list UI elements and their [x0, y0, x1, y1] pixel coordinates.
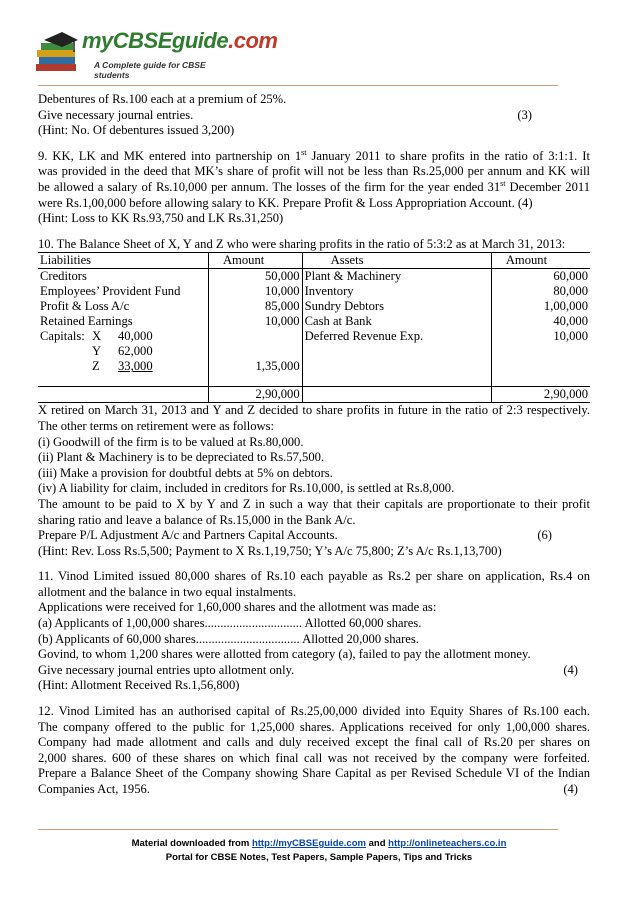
- question-9: [38, 149, 590, 227]
- q10-item-2: (ii) Plant & Machinery is to be depreciated to Rs.57,500.: [38, 450, 325, 465]
- page-footer: Material downloaded from http://myCBSEguide.com and http://onlineteachers.co.in Portal for CBSE Notes, Test Papers, Sample Papers, Tips and Tricks: [0, 837, 638, 865]
- header-rule: [38, 85, 558, 86]
- q10-item-1: (i) Goodwill of the firm is to be valued at Rs.80,000.: [38, 434, 304, 449]
- q8-line-1: Debentures of Rs.100 each at a premium of 25%.: [38, 92, 287, 106]
- q10-mark: (6): [537, 528, 552, 543]
- q9-line-2: was provided in the deed that MK’s share of profit will not be less than Rs.25,000 per annum and KK will: [38, 164, 590, 179]
- q11-mark: (4): [563, 662, 578, 677]
- q11-hint: (Hint: Allotment Received Rs.1,56,800): [38, 678, 240, 693]
- balance-sheet-table: [38, 252, 590, 403]
- q12-mark: (4): [563, 782, 578, 796]
- q10-line-1: X retired on March 31, 2013 and Y and Z decided to share profits in future in the ratio of 2:3 respectively.: [38, 403, 590, 418]
- q10-line-5: Prepare P/L Adjustment A/c and Partners Capital Accounts. (6): [38, 528, 552, 543]
- footer-line-2: Portal for CBSE Notes, Test Papers, Sample Papers, Tips and Tricks: [165, 852, 473, 863]
- q10-hint: (Hint: Rev. Loss Rs.5,500; Payment to X Rs.1,19,750; Y’s A/c 75,800; Z’s A/c Rs.1,13,700): [38, 543, 502, 558]
- q9-line-3: be allowed a salary of Rs.10,000 per annum. The losses of the firm for the year ended 31st December 2011: [38, 178, 590, 194]
- q12-line-1: 12. Vinod Limited has an authorised capital of Rs.25,00,000 divided into Equity Shares of Rs.100 each.: [38, 704, 590, 719]
- q8-line-2: Give necessary journal entries. (3): [38, 107, 532, 122]
- col-header-assets: Assets: [302, 253, 491, 269]
- q11-line-7: Give necessary journal entries upto allotment only. (4): [38, 662, 578, 677]
- table-row: Retained Earnings 10,000 Cash at Bank 40,000: [40, 314, 588, 329]
- col-header-liabilities: Liabilities: [38, 253, 208, 269]
- table-row: Employees’ Provident Fund 10,000 Inventory 80,000: [40, 284, 588, 299]
- question-8-tail: [38, 92, 590, 139]
- q10-line-3: The amount to be paid to X by Y and Z in such a way that their capitals are proportionate to their profit: [38, 496, 590, 511]
- q11-line-5: (b) Applicants of 60,000 shares................................. Allotted 20,000 shares.: [38, 631, 419, 646]
- question-11: [38, 569, 590, 694]
- q11-line-6: Govind, to whom 1,200 shares were allotted from category (a), failed to pay the allotment money.: [38, 647, 531, 662]
- q9-line-1: 9. KK, LK and MK entered into partnership on 1st January 2011 to share profits in the ratio of 3:1:1. It: [38, 147, 591, 163]
- q10-intro: 10. The Balance Sheet of X, Y and Z who were sharing profits in the ratio of 5:3:2 as at March 31, 2013:: [38, 236, 566, 251]
- q9-hint: (Hint: Loss to KK Rs.93,750 and LK Rs.31,250): [38, 211, 284, 226]
- q11-line-2: allotment and the balance in two equal instalments.: [38, 584, 297, 599]
- q10-item-3: (iii) Make a provision for doubtful debts at 5% on debtors.: [38, 465, 333, 480]
- table-header-row: [38, 253, 590, 269]
- q12-line-3: Company had made allotment and calls and duly received except the final call of Rs.20 per shares on: [38, 735, 590, 750]
- logo-title: myCBSEguide.com: [82, 28, 278, 53]
- document-body: [38, 92, 590, 798]
- footer-link-onlineteachers[interactable]: http://onlineteachers.co.in: [388, 838, 507, 849]
- q11-line-3: Applications were received for 1,60,000 shares and the allotment was made as:: [38, 600, 437, 615]
- q12-line-6: Companies Act, 1956. (4): [38, 782, 578, 796]
- table-row: Creditors 50,000 Plant & Machinery 60,000: [40, 269, 588, 284]
- logo-tagline: A Complete guide for CBSE students: [94, 60, 206, 80]
- col-header-amount-2: Amount: [491, 253, 590, 269]
- table-row: Profit & Loss A/c 85,000 Sundry Debtors 1,00,000: [40, 299, 588, 314]
- q9-line-4: were Rs.1,00,000 before allowing salary to KK. Prepare Profit & Loss Appropriation Account. (4): [38, 195, 533, 210]
- q10-line-2: The other terms on retirement were as follows:: [38, 418, 275, 433]
- q11-line-4: (a) Applicants of 1,00,000 shares............................... Allotted 60,000 shares.: [38, 616, 422, 631]
- books-icon: [34, 30, 80, 76]
- site-logo[interactable]: [34, 24, 278, 82]
- q10-item-4: (iv) A liability for claim, included in creditors for Rs.10,000, is settled at Rs.8,000.: [38, 481, 455, 496]
- table-total-row: 2,90,000 2,90,000: [38, 387, 590, 403]
- q12-line-2: The company offered to the public for 1,25,000 shares. Applications received for only 1,00,000 shares.: [38, 719, 590, 734]
- q10-line-4: sharing ratio and leave a balance of Rs.15,000 in the Bank A/c.: [38, 512, 356, 527]
- q11-line-1: 11. Vinod Limited issued 80,000 shares of Rs.10 each payable as Rs.2 per share on application, Rs.4 on: [38, 569, 590, 584]
- capitals-row: Capitals: X 40,000 Y 62,000 Z 33,000 1,35,000 Deferred Revenue Exp. 10,000: [38, 329, 590, 387]
- q8-hint: (Hint: No. Of debentures issued 3,200): [38, 123, 235, 138]
- footer-rule: [38, 829, 558, 830]
- q12-line-5: Prepare a Balance Sheet of the Company showing Share Capital as per Revised Schedule VI of the Indian: [38, 766, 590, 781]
- question-10: [38, 237, 590, 560]
- q12-line-4: 2,000 shares. 600 of these shares on which final call was not received by the company were forfeited.: [38, 750, 590, 765]
- footer-link-mycbseguide[interactable]: http://myCBSEguide.com: [251, 838, 366, 849]
- col-header-amount-1: Amount: [208, 253, 302, 269]
- question-12: [38, 704, 590, 798]
- q8-mark: (3): [517, 107, 532, 122]
